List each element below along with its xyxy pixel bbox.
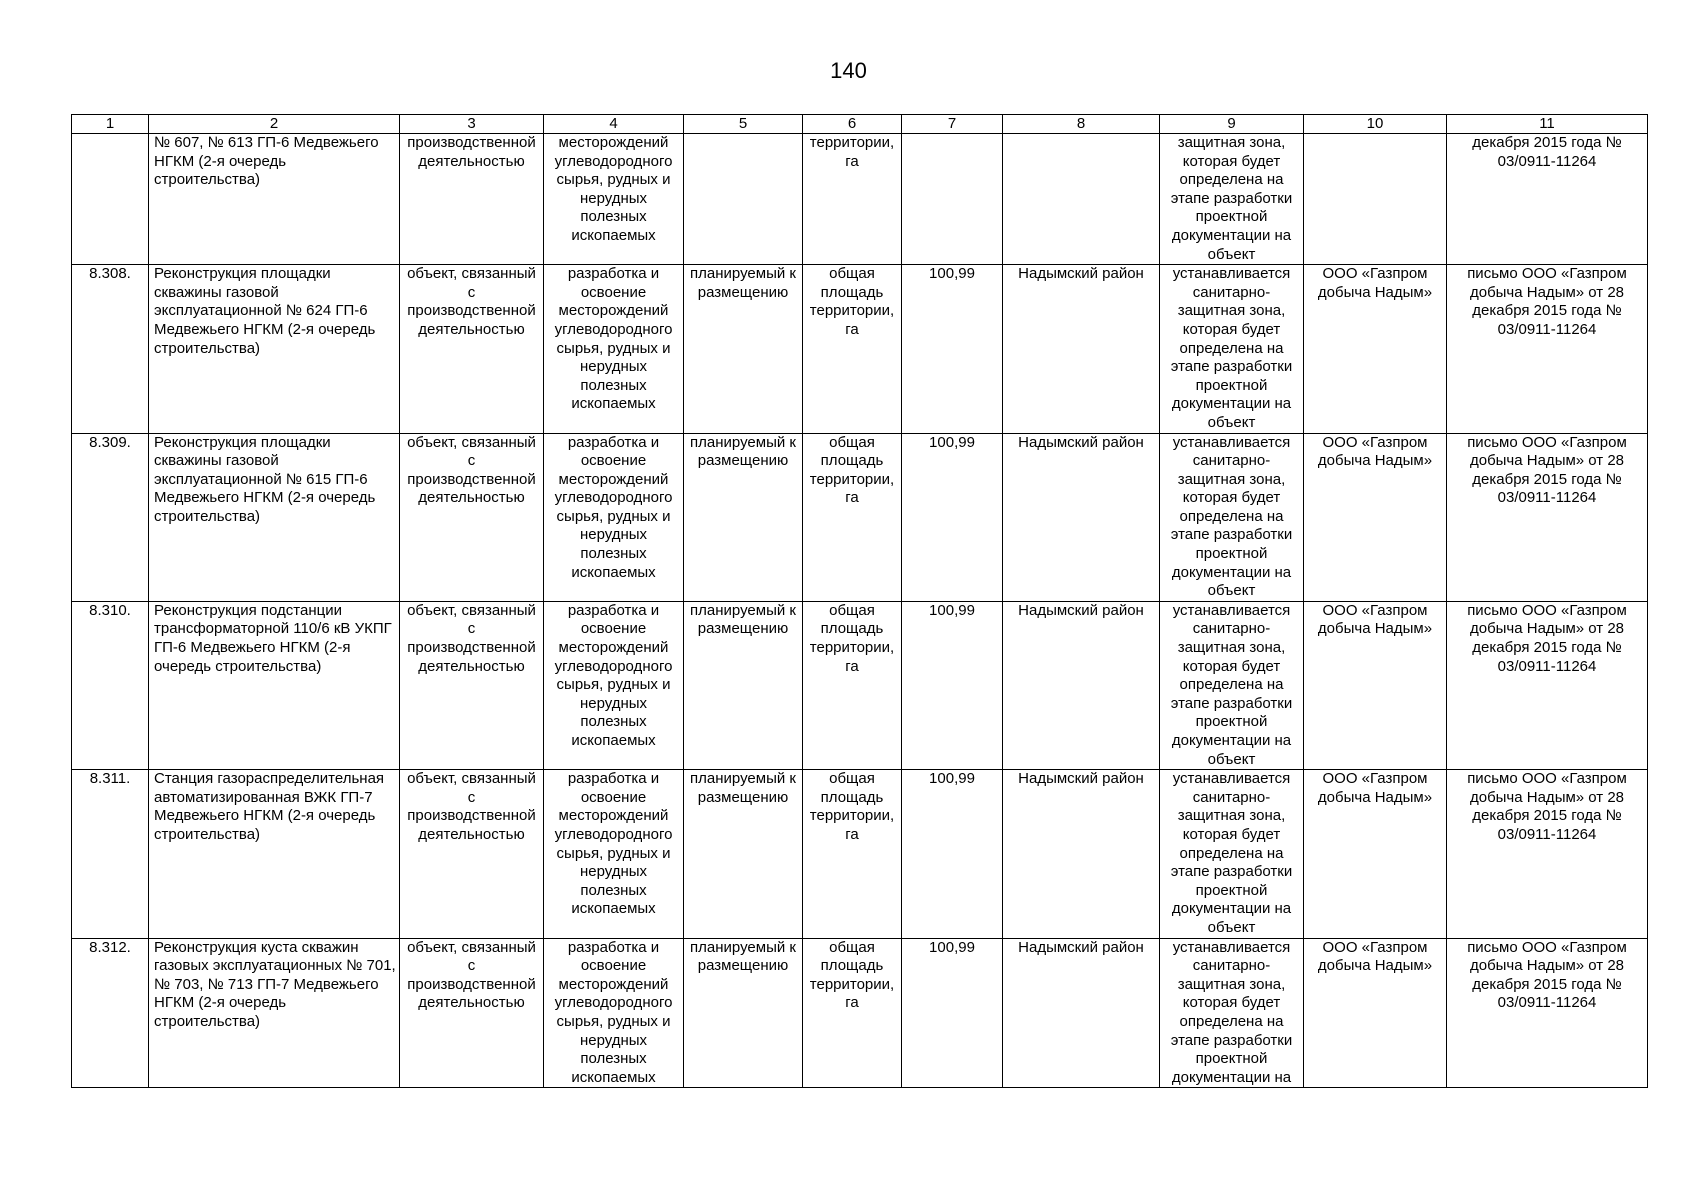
- cell-basis: письмо ООО «Газпром добыча Надым» от 28 декабря 2015 года № 03/0911-11264: [1447, 265, 1648, 433]
- cell-status: планируемый к размещению: [684, 433, 803, 601]
- page-number: 140: [830, 58, 867, 83]
- cell-location: [1003, 134, 1160, 265]
- cell-number: 8.311.: [72, 770, 149, 938]
- column-header: 1: [72, 115, 149, 134]
- cell-status: планируемый к размещению: [684, 770, 803, 938]
- cell-basis: письмо ООО «Газпром добыча Надым» от 28 декабря 2015 года № 03/0911-11264: [1447, 938, 1648, 1088]
- cell-protection-zone: устанавливается санитарно-защитная зона, которая будет определена на этапе разработки проектной документации на объект: [1160, 433, 1304, 601]
- cell-characteristic-name: общая площадь территории, га: [803, 938, 902, 1088]
- cell-characteristic-name: общая площадь территории, га: [803, 601, 902, 769]
- cell-protection-zone: устанавливается санитарно-защитная зона, которая будет определена на этапе разработки проектной документации на: [1160, 938, 1304, 1088]
- column-header: 2: [149, 115, 400, 134]
- table-row: [72, 433, 1648, 601]
- cell-location: Надымский район: [1003, 770, 1160, 938]
- cell-basis: письмо ООО «Газпром добыча Надым» от 28 декабря 2015 года № 03/0911-11264: [1447, 433, 1648, 601]
- cell-protection-zone: защитная зона, которая будет определена на этапе разработки проектной документации на объект: [1160, 134, 1304, 265]
- column-number-header-row: [72, 115, 1648, 134]
- cell-protection-zone: устанавливается санитарно-защитная зона, которая будет определена на этапе разработки проектной документации на объект: [1160, 601, 1304, 769]
- cell-characteristic-value: 100,99: [902, 433, 1003, 601]
- cell-owner: ООО «Газпром добыча Надым»: [1304, 938, 1447, 1088]
- column-header: 11: [1447, 115, 1648, 134]
- cell-number: 8.312.: [72, 938, 149, 1088]
- cell-characteristic-value: 100,99: [902, 938, 1003, 1088]
- column-header: 7: [902, 115, 1003, 134]
- cell-purpose: разработка и освоение месторождений углеводородного сырья, рудных и нерудных полезных ископаемых: [544, 938, 684, 1088]
- cell-purpose: месторождений углеводородного сырья, рудных и нерудных полезных ископаемых: [544, 134, 684, 265]
- table-row: [72, 601, 1648, 769]
- cell-object-type: производственной деятельностью: [400, 134, 544, 265]
- cell-owner: ООО «Газпром добыча Надым»: [1304, 433, 1447, 601]
- column-header: 10: [1304, 115, 1447, 134]
- objects-register-table: [71, 114, 1648, 1088]
- column-header: 6: [803, 115, 902, 134]
- cell-location: Надымский район: [1003, 433, 1160, 601]
- cell-object-name: Реконструкция площадки скважины газовой эксплуатационной № 615 ГП-6 Медвежьего НГКМ (2-я очередь строительства): [149, 433, 400, 601]
- cell-status: планируемый к размещению: [684, 601, 803, 769]
- cell-status: [684, 134, 803, 265]
- cell-object-type: объект, связанный с производственной деятельностью: [400, 938, 544, 1088]
- cell-object-name: Реконструкция куста скважин газовых эксплуатационных № 701, № 703, № 713 ГП-7 Медвежьего НГКМ (2-я очередь строительства): [149, 938, 400, 1088]
- cell-basis: письмо ООО «Газпром добыча Надым» от 28 декабря 2015 года № 03/0911-11264: [1447, 770, 1648, 938]
- cell-number: [72, 134, 149, 265]
- column-header: 8: [1003, 115, 1160, 134]
- cell-protection-zone: устанавливается санитарно-защитная зона, которая будет определена на этапе разработки проектной документации на объект: [1160, 770, 1304, 938]
- cell-characteristic-value: 100,99: [902, 601, 1003, 769]
- cell-location: Надымский район: [1003, 601, 1160, 769]
- cell-purpose: разработка и освоение месторождений углеводородного сырья, рудных и нерудных полезных ископаемых: [544, 601, 684, 769]
- cell-number: 8.308.: [72, 265, 149, 433]
- cell-owner: ООО «Газпром добыча Надым»: [1304, 601, 1447, 769]
- cell-object-name: № 607, № 613 ГП-6 Медвежьего НГКМ (2-я очередь строительства): [149, 134, 400, 265]
- cell-characteristic-value: 100,99: [902, 265, 1003, 433]
- cell-characteristic-name: общая площадь территории, га: [803, 770, 902, 938]
- column-header: 3: [400, 115, 544, 134]
- cell-protection-zone: устанавливается санитарно-защитная зона, которая будет определена на этапе разработки проектной документации на объект: [1160, 265, 1304, 433]
- cell-object-type: объект, связанный с производственной деятельностью: [400, 265, 544, 433]
- cell-characteristic-name: общая площадь территории, га: [803, 433, 902, 601]
- cell-number: 8.309.: [72, 433, 149, 601]
- table-row-continued: [72, 134, 1648, 265]
- cell-basis: письмо ООО «Газпром добыча Надым» от 28 декабря 2015 года № 03/0911-11264: [1447, 601, 1648, 769]
- column-header: 9: [1160, 115, 1304, 134]
- cell-purpose: разработка и освоение месторождений углеводородного сырья, рудных и нерудных полезных ископаемых: [544, 770, 684, 938]
- cell-characteristic-value: 100,99: [902, 770, 1003, 938]
- cell-location: Надымский район: [1003, 938, 1160, 1088]
- cell-purpose: разработка и освоение месторождений углеводородного сырья, рудных и нерудных полезных ископаемых: [544, 433, 684, 601]
- table-row: [72, 265, 1648, 433]
- cell-characteristic-value: [902, 134, 1003, 265]
- cell-status: планируемый к размещению: [684, 265, 803, 433]
- table-row: [72, 938, 1648, 1088]
- cell-location: Надымский район: [1003, 265, 1160, 433]
- cell-purpose: разработка и освоение месторождений углеводородного сырья, рудных и нерудных полезных ископаемых: [544, 265, 684, 433]
- cell-number: 8.310.: [72, 601, 149, 769]
- cell-owner: ООО «Газпром добыча Надым»: [1304, 265, 1447, 433]
- cell-object-name: Реконструкция площадки скважины газовой эксплуатационной № 624 ГП-6 Медвежьего НГКМ (2-я очередь строительства): [149, 265, 400, 433]
- table-row: [72, 770, 1648, 938]
- cell-object-type: объект, связанный с производственной деятельностью: [400, 433, 544, 601]
- column-header: 5: [684, 115, 803, 134]
- cell-owner: ООО «Газпром добыча Надым»: [1304, 770, 1447, 938]
- cell-characteristic-name: общая площадь территории, га: [803, 265, 902, 433]
- column-header: 4: [544, 115, 684, 134]
- cell-owner: [1304, 134, 1447, 265]
- cell-characteristic-name: территории, га: [803, 134, 902, 265]
- cell-object-name: Реконструкция подстанции трансформаторной 110/6 кВ УКПГ ГП-6 Медвежьего НГКМ (2-я очередь строительства): [149, 601, 400, 769]
- cell-status: планируемый к размещению: [684, 938, 803, 1088]
- cell-basis: декабря 2015 года № 03/0911-11264: [1447, 134, 1648, 265]
- cell-object-type: объект, связанный с производственной деятельностью: [400, 601, 544, 769]
- cell-object-type: объект, связанный с производственной деятельностью: [400, 770, 544, 938]
- cell-object-name: Станция газораспределительная автоматизированная ВЖК ГП-7 Медвежьего НГКМ (2-я очередь строительства): [149, 770, 400, 938]
